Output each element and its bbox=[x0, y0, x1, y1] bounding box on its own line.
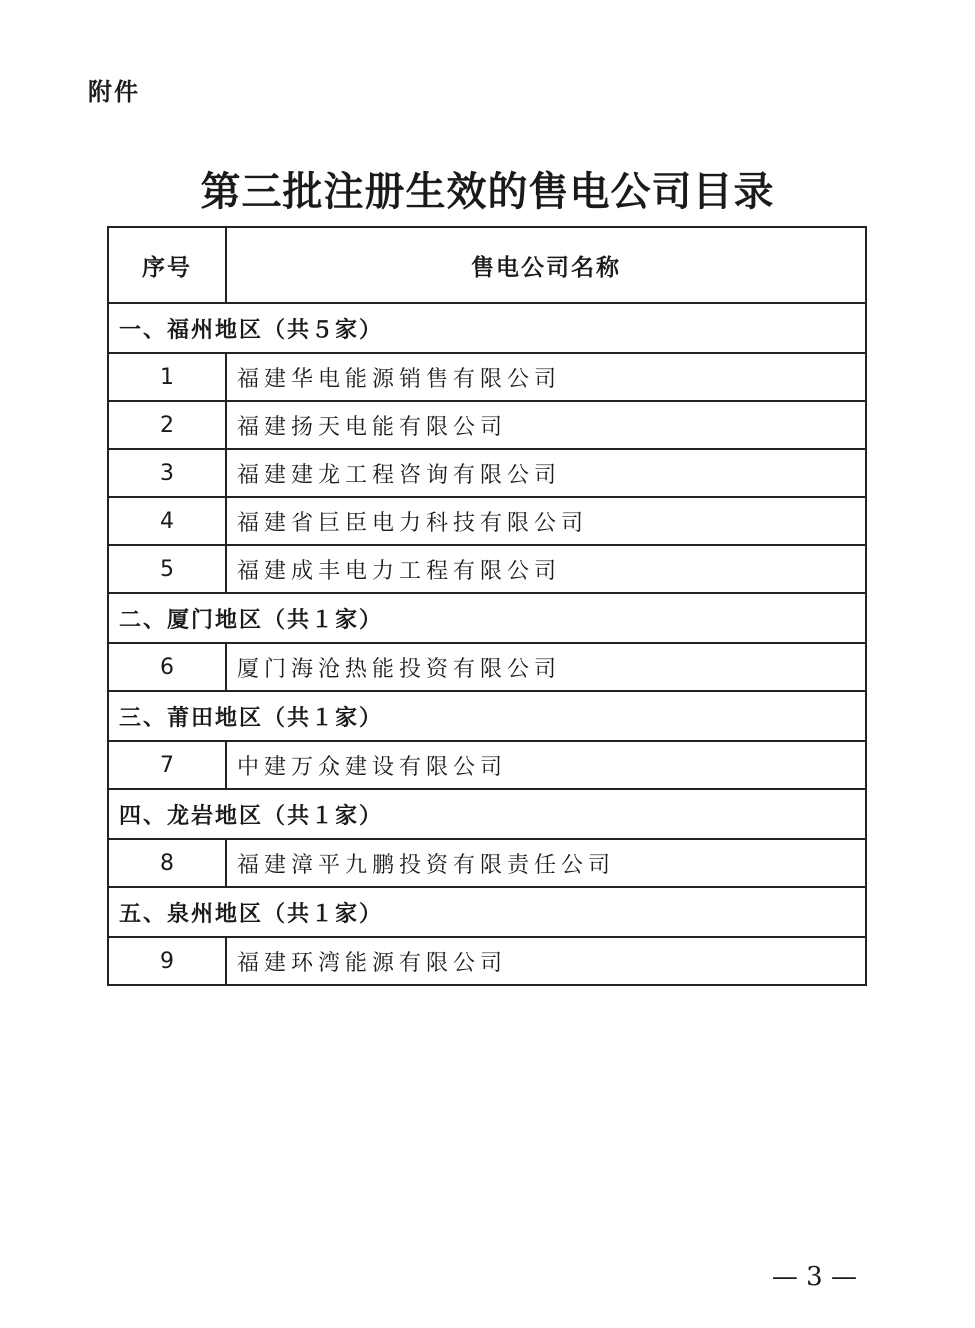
company-name: 福建省巨臣电力科技有限公司 bbox=[226, 497, 866, 545]
attachment-label: 附件 bbox=[88, 78, 140, 106]
company-seq: 1 bbox=[108, 353, 226, 401]
company-name: 福建漳平九鹏投资有限责任公司 bbox=[226, 839, 866, 887]
table-row bbox=[108, 449, 866, 497]
company-name: 福建成丰电力工程有限公司 bbox=[226, 545, 866, 593]
company-list-table bbox=[107, 226, 867, 986]
company-name: 福建华电能源销售有限公司 bbox=[226, 353, 866, 401]
table-row bbox=[108, 937, 866, 985]
company-seq: 4 bbox=[108, 497, 226, 545]
company-name: 福建建龙工程咨询有限公司 bbox=[226, 449, 866, 497]
table-body bbox=[108, 303, 866, 985]
table-header-row bbox=[108, 227, 866, 303]
region-label: 二、厦门地区（共１家） bbox=[108, 593, 866, 643]
region-row bbox=[108, 303, 866, 353]
region-row bbox=[108, 887, 866, 937]
table-row bbox=[108, 401, 866, 449]
company-seq: 5 bbox=[108, 545, 226, 593]
table-row bbox=[108, 839, 866, 887]
header-seq: 序号 bbox=[108, 227, 226, 303]
company-name: 厦门海沧热能投资有限公司 bbox=[226, 643, 866, 691]
document-title: 第三批注册生效的售电公司目录 bbox=[200, 168, 775, 215]
company-seq: 3 bbox=[108, 449, 226, 497]
region-row bbox=[108, 691, 866, 741]
region-row bbox=[108, 593, 866, 643]
table-row bbox=[108, 545, 866, 593]
region-label: 五、泉州地区（共１家） bbox=[108, 887, 866, 937]
table-row bbox=[108, 741, 866, 789]
region-label: 三、莆田地区（共１家） bbox=[108, 691, 866, 741]
company-name: 福建环湾能源有限公司 bbox=[226, 937, 866, 985]
region-label: 四、龙岩地区（共１家） bbox=[108, 789, 866, 839]
company-seq: 8 bbox=[108, 839, 226, 887]
table-row bbox=[108, 497, 866, 545]
company-name: 中建万众建设有限公司 bbox=[226, 741, 866, 789]
table-row bbox=[108, 643, 866, 691]
page-number: — 3 — bbox=[771, 1262, 857, 1292]
header-company-name: 售电公司名称 bbox=[226, 227, 866, 303]
region-label: 一、福州地区（共５家） bbox=[108, 303, 866, 353]
region-row bbox=[108, 789, 866, 839]
company-seq: 6 bbox=[108, 643, 226, 691]
company-seq: 9 bbox=[108, 937, 226, 985]
company-seq: 7 bbox=[108, 741, 226, 789]
company-seq: 2 bbox=[108, 401, 226, 449]
table-row bbox=[108, 353, 866, 401]
company-name: 福建扬天电能有限公司 bbox=[226, 401, 866, 449]
